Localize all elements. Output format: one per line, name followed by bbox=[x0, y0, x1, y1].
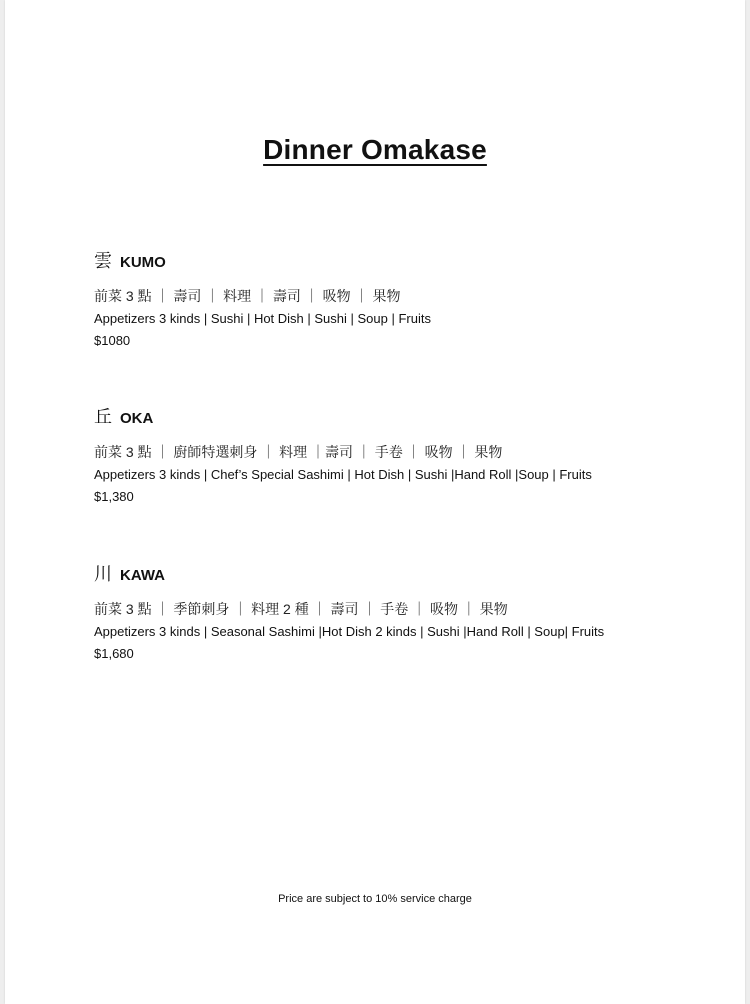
course-oka bbox=[94, 408, 714, 506]
course-kanji: 川 bbox=[94, 564, 112, 585]
course-price: $1,680 bbox=[94, 646, 134, 661]
course-items-chinese: 前菜 3 點 ｜ 廚師特選刺身 ｜ 料理 ｜壽司 ｜ 手卷 ｜ 吸物 ｜ 果物 bbox=[94, 444, 503, 460]
course-price: $1,380 bbox=[94, 489, 134, 504]
service-charge-note: Price are subject to 10% service charge bbox=[278, 893, 472, 905]
course-name: OKA bbox=[120, 410, 154, 427]
course-heading bbox=[94, 408, 714, 428]
menu-page bbox=[5, 0, 745, 1004]
course-items-english: Appetizers 3 kinds | Chef’s Special Sashimi | Hot Dish | Sushi |Hand Roll |Soup | Fruits bbox=[94, 467, 592, 482]
course-items-english: Appetizers 3 kinds | Seasonal Sashimi |Hot Dish 2 kinds | Sushi |Hand Roll | Soup| Fruits bbox=[94, 624, 605, 639]
course-items-chinese: 前菜 3 點 ｜ 壽司 ｜ 料理 ｜ 壽司 ｜ 吸物 ｜ 果物 bbox=[94, 288, 401, 304]
course-name: KAWA bbox=[120, 567, 165, 584]
course-kanji: 雲 bbox=[94, 251, 112, 272]
page-title: Dinner Omakase bbox=[263, 134, 487, 165]
course-name: KUMO bbox=[120, 254, 166, 271]
course-price: $1080 bbox=[94, 333, 131, 348]
course-kanji: 丘 bbox=[94, 407, 112, 428]
course-kawa bbox=[94, 565, 714, 663]
course-items-chinese: 前菜 3 點 ｜ 季節刺身 ｜ 料理 2 種 ｜ 壽司 ｜ 手卷 ｜ 吸物 ｜ 果物 bbox=[94, 601, 508, 617]
course-items-english: Appetizers 3 kinds | Sushi | Hot Dish | Sushi | Soup | Fruits bbox=[94, 311, 431, 326]
course-kumo bbox=[94, 252, 714, 350]
course-heading bbox=[94, 252, 714, 272]
course-heading bbox=[94, 565, 714, 585]
